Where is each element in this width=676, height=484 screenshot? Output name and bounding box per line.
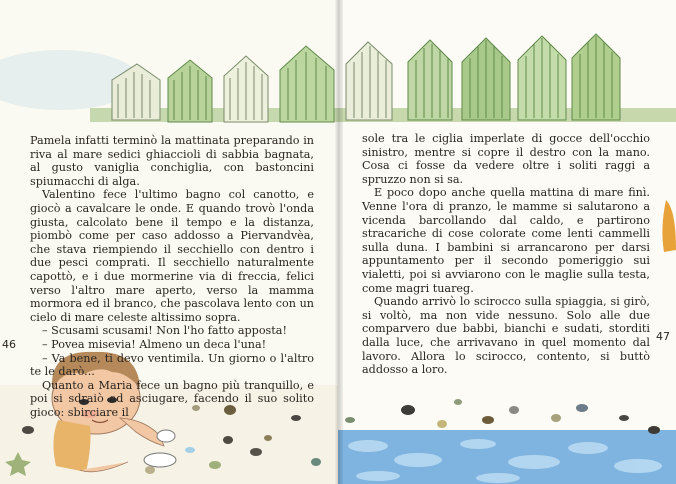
shell <box>144 453 176 467</box>
shell <box>157 430 175 442</box>
beach-cabin <box>572 34 620 120</box>
book-gutter <box>335 0 343 484</box>
right-page-text <box>362 132 650 377</box>
dialogue-line: – Scusami scusami! Non l'ho fatto apposta! <box>42 324 287 338</box>
beach-cabin <box>346 42 392 120</box>
paragraph: Quando arrivò lo scirocco sulla spiaggia, si girò, si voltò, ma non vide nessuno. Solo alle due comparvero due babbi, bianchi e sudati, storditi dalla luce, che arrivavano in quel momento dal lavoro. Allora lo scirocco, contento, si buttò addosso a loro. <box>362 295 650 377</box>
pebbles <box>345 399 660 434</box>
paragraph: Valentino fece l'ultimo bagno col canotto, e giocò a cavalcare le onde. E quando trovò l'onda giusta, calcolato bene il tempo e la distanza, piombò come per caso addosso a Piervandvèa, che stava riempiendo il secchiello con dentro i due pesci comprati. Il secchiello naturalmente capottò, e i due mormerine via di freccia, felici verso l'altro mare aperto, verso la mamma mormora ed il branco, che pascolava lento con un cielo di mare celeste altissimo sopra. <box>30 188 314 324</box>
beach-cabin <box>408 40 452 120</box>
illustration-edge <box>662 200 676 252</box>
paragraph: sole tra le ciglia imperlate di gocce dell'occhio sinistro, mentre si copre il destro con la mano. Cosa ci fosse da vedere oltre i soliti raggi a spruzzo non si sa. <box>362 132 650 186</box>
beach-cabin <box>168 60 212 122</box>
dialogue-line: – Povea misevia! Almeno un deca l'una! <box>42 337 267 351</box>
paragraph: Quanto a Maria fece un bagno più tranquillo, e poi si sdraiò ad asciugare, facendo il suo solito gioco: sbirciare il <box>30 378 314 419</box>
dialogue-line: – Va bene, ti devo ventimila. Un giorno o l'altro te le darò... <box>30 351 314 379</box>
page-number: 47 <box>656 330 670 343</box>
paragraph: Pamela infatti terminò la mattinata preparando in riva al mare sedici ghiaccioli di sabbia bagnata, al gusto vaniglia conchiglia, con bastoncini spiumacchi di alga. <box>30 134 314 188</box>
beach-cabin <box>462 38 510 120</box>
left-page-text <box>30 134 314 419</box>
beach-cabin <box>224 56 268 122</box>
beach-cabin <box>518 36 566 120</box>
paragraph: E poco dopo anche quella mattina di mare finì. Venne l'ora di pranzo, le mamme si salutarono a vicenda barcollando dal caldo, e partirono stracariche di cose colorate come lenti cammelli sulla duna. I bambini si arrancarono per darsi appuntamento per il secondo pomeriggio sui vialetti, poi si avviarono con le maglie sulla testa, come magri tuareg. <box>362 186 650 295</box>
page-number: 46 <box>2 338 16 351</box>
beach-cabin <box>280 46 334 122</box>
right-page <box>338 0 676 484</box>
swimsuit <box>53 420 90 472</box>
